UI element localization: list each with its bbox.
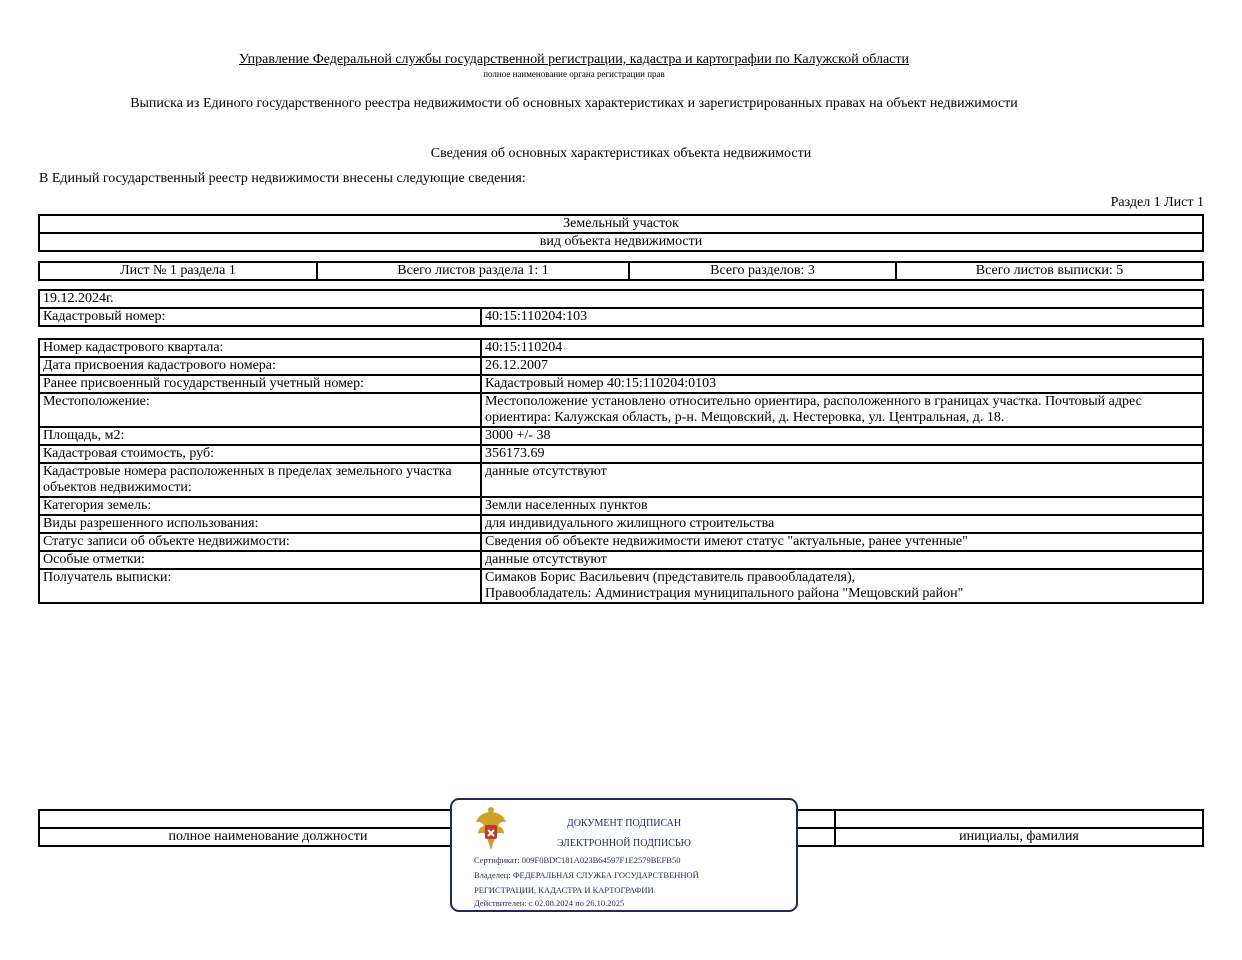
cadastral-number-value: 40:15:110204:103 (481, 308, 1203, 326)
row-label: Виды разрешенного использования: (39, 515, 481, 533)
object-kind-table (38, 214, 1204, 252)
record-header-table (38, 289, 1204, 327)
section-sheet-label: Раздел 1 Лист 1 (1110, 195, 1204, 210)
table-row (39, 375, 1203, 393)
object-kind: Земельный участок (39, 215, 1203, 233)
section-sheets-count: Всего листов раздела 1: 1 (317, 262, 629, 280)
extract-title: Выписка из Единого государственного реестра недвижимости об основных характеристиках и зарегистрированных правах на объект недвижимости (130, 96, 1018, 111)
stamp-validity: Действителен: с 02.08.2024 по 26.10.2025 (474, 898, 625, 908)
row-label: Ранее присвоенный государственный учетный номер: (39, 375, 481, 393)
characteristics-rows (39, 339, 1203, 603)
sheet-number: Лист № 1 раздела 1 (39, 262, 317, 280)
stamp-title-1: ДОКУМЕНТ ПОДПИСАН (566, 818, 682, 829)
row-label: Кадастровая стоимость, руб: (39, 445, 481, 463)
object-kind-caption: вид объекта недвижимости (39, 233, 1203, 251)
table-row (39, 445, 1203, 463)
row-value: Симаков Борис Васильевич (представитель правообладателя), Правообладатель: Администрация муниципального района "Мещовский район" (481, 569, 1203, 603)
table-row (39, 551, 1203, 569)
row-label: Кадастровые номера расположенных в пределах земельного участка объектов недвижимости: (39, 463, 481, 497)
table-row (39, 393, 1203, 427)
row-value: данные отсутствуют (481, 551, 1203, 569)
row-label: Номер кадастрового квартала: (39, 339, 481, 357)
row-value: для индивидуального жилищного строительства (481, 515, 1203, 533)
name-caption: инициалы, фамилия (835, 828, 1203, 846)
signature-name-field (835, 810, 1203, 828)
row-label: Получатель выписки: (39, 569, 481, 603)
position-caption: полное наименование должности (39, 828, 497, 846)
stamp-owner-1: Владелец: ФЕДЕРАЛЬНАЯ СЛУЖБА ГОСУДАРСТВЕННОЙ (474, 870, 699, 880)
table-row (39, 497, 1203, 515)
total-sheets: Всего листов выписки: 5 (896, 262, 1203, 280)
electronic-signature-stamp (450, 798, 798, 912)
row-value: данные отсутствуют (481, 463, 1203, 497)
row-label: Площадь, м2: (39, 427, 481, 445)
row-label: Категория земель: (39, 497, 481, 515)
row-value: Кадастровый номер 40:15:110204:0103 (481, 375, 1203, 393)
stamp-owner-2: РЕГИСТРАЦИИ, КАДАСТРА И КАРТОГРАФИИ (474, 885, 654, 895)
row-value: 3000 +/- 38 (481, 427, 1203, 445)
table-row (39, 427, 1203, 445)
row-value: 26.12.2007 (481, 357, 1203, 375)
table-row (39, 339, 1203, 357)
table-row (39, 533, 1203, 551)
row-value: Земли населенных пунктов (481, 497, 1203, 515)
row-value: 356173.69 (481, 445, 1203, 463)
row-value: Сведения об объекте недвижимости имеют статус "актуальные, ранее учтенные" (481, 533, 1203, 551)
table-row (39, 463, 1203, 497)
authority-caption: полное наименование органа регистрации прав (483, 69, 665, 79)
table-row (39, 357, 1203, 375)
signature-position-field (39, 810, 497, 828)
registration-authority: Управление Федеральной службы государственной регистрации, кадастра и картографии по Калужской области (239, 52, 909, 67)
stamp-certificate: Сертификат: 009F0BDC181A023B64597F1E2579BEFB50 (474, 855, 681, 865)
stamp-title-2: ЭЛЕКТРОННОЙ ПОДПИСЬЮ (557, 838, 691, 849)
sheet-info-table (38, 261, 1204, 281)
intro-text: В Единый государственный реестр недвижимости внесены следующие сведения: (39, 171, 526, 186)
total-sections: Всего разделов: 3 (629, 262, 896, 280)
row-label: Дата присвоения кадастрового номера: (39, 357, 481, 375)
table-row (39, 515, 1203, 533)
row-value: 40:15:110204 (481, 339, 1203, 357)
record-date: 19.12.2024г. (39, 290, 1203, 308)
characteristics-table (38, 338, 1204, 604)
row-label: Особые отметки: (39, 551, 481, 569)
row-value: Местоположение установлено относительно ориентира, расположенного в границах участка. Почтовый адрес ориентира: Калужская область, р-н. Мещовский, д. Нестеровка, ул. Центральная, д. 18. (481, 393, 1203, 427)
section-title: Сведения об основных характеристиках объекта недвижимости (430, 146, 812, 161)
row-label: Статус записи об объекте недвижимости: (39, 533, 481, 551)
cadastral-number-label: Кадастровый номер: (39, 308, 481, 326)
table-row (39, 569, 1203, 603)
row-label: Местоположение: (39, 393, 481, 427)
